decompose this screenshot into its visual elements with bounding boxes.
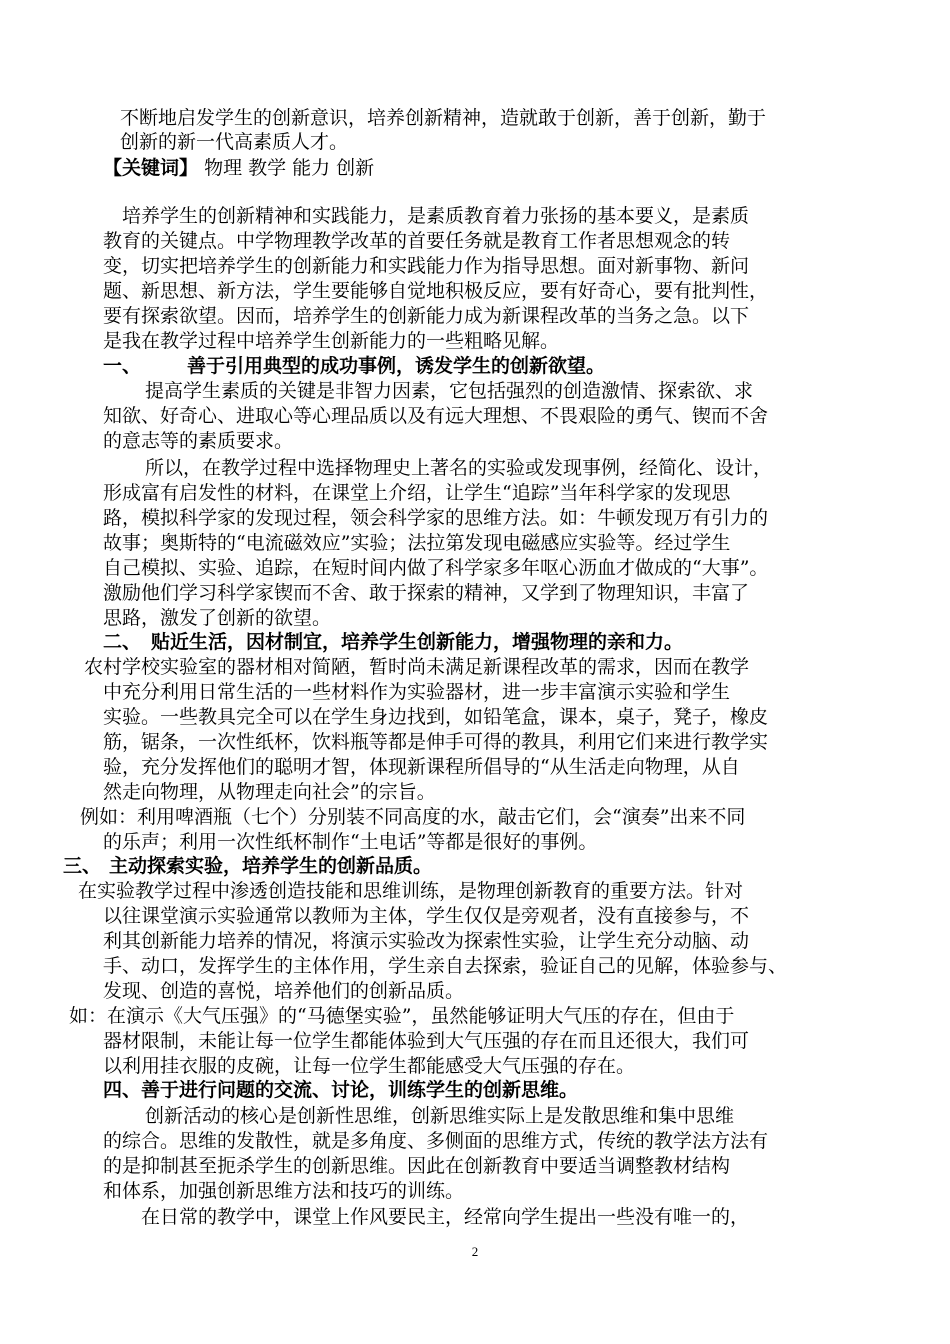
intro-line: 培养学生的创新精神和实践能力，是素质教育着力张扬的基本要义，是素质: [122, 205, 750, 227]
paragraph-line: 器材限制，未能让每一位学生都能体验到大气压强的存在而且还很大，我们可: [103, 1030, 750, 1052]
paragraph-line: 以往课堂演示实验通常以教师为主体，学生仅仅是旁观者，没有直接参与，不: [103, 905, 750, 927]
paragraph-line: 路，模拟科学家的发现过程，领会科学家的思维方法。如：牛顿发现万有引力的: [103, 507, 769, 529]
paragraph-line: 提高学生素质的关键是非智力因素，它包括强烈的创造激情、探索欲、求: [145, 380, 754, 402]
paragraph-line: 所以，在教学过程中选择物理史上著名的实验或发现事例，经简化、设计，: [145, 457, 773, 479]
intro-line: 变，切实把培养学生的创新能力和实践能力作为指导思想。面对新事物、新问: [103, 255, 750, 277]
paragraph-line: 筋，锯条，一次性纸杯，饮料瓶等都是伸手可得的教具，利用它们来进行教学实: [103, 731, 769, 753]
paragraph-line: 故事；奥斯特的“电流磁效应”实验；法拉第发现电磁感应实验等。经过学生: [103, 532, 731, 554]
paragraph-line: 实验。一些教具完全可以在学生身边找到，如铅笔盒，课本，桌子，凳子，橡皮: [103, 706, 769, 728]
intro-line: 教育的关键点。中学物理教学改革的首要任务就是教育工作者思想观念的转: [103, 230, 731, 252]
intro-line: 是我在教学过程中培养学生创新能力的一些粗略见解。: [103, 330, 560, 352]
abstract-line: 创新的新一代高素质人才。: [120, 131, 349, 153]
section-title: 善于引用典型的成功事例，诱发学生的创新欲望。: [187, 355, 606, 377]
paragraph-line: 形成富有启发性的材料，在课堂上介绍，让学生“追踪”当年科学家的发现思: [103, 482, 731, 504]
paragraph-line: 的意志等的素质要求。: [103, 430, 294, 452]
section-number: 二、: [103, 631, 142, 653]
paragraph-line: 验，充分发挥他们的聪明才智，体现新课程所倡导的“从生活走向物理，从自: [103, 756, 740, 778]
abstract-line: 不断地启发学生的创新意识，培养创新精神，造就敢于创新，善于创新，勤于: [120, 107, 767, 129]
paragraph-line: 的综合。思维的发散性，就是多角度、多侧面的思维方式，传统的教学法方法有: [103, 1130, 769, 1152]
section-title: 主动探索实验，培养学生的创新品质。: [109, 855, 433, 877]
paragraph-line: 和体系，加强创新思维方法和技巧的训练。: [103, 1180, 465, 1202]
keywords-terms: 物理 教学 能力 创新: [204, 157, 375, 179]
section-number: 一、: [103, 355, 142, 377]
intro-line: 要有探索欲望。因而，培养学生的创新能力成为新课程改革的当务之急。以下: [103, 305, 750, 327]
paragraph-line: 在实验教学过程中渗透创造技能和思维训练，是物理创新教育的重要方法。针对: [78, 880, 744, 902]
paragraph-line: 农村学校实验室的器材相对简陋，暂时尚未满足新课程改革的需求，因而在教学: [84, 656, 750, 678]
paragraph-line: 自己模拟、实验、追踪，在短时间内做了科学家多年呕心沥血才做成的“大事”。: [103, 557, 769, 579]
keywords-label: 【关键词】: [103, 157, 199, 179]
section-heading-4: 四、善于进行问题的交流、讨论，训练学生的创新思维。: [103, 1079, 579, 1101]
keywords-line: [103, 156, 374, 180]
paragraph-line: 激励他们学习科学家锲而不舍、敢于探索的精神，又学到了物理知识，丰富了: [103, 582, 750, 604]
section-number: 三、: [63, 855, 102, 877]
page-number: 2: [471, 1244, 479, 1259]
paragraph-line: 的是抑制甚至扼杀学生的创新思维。因此在创新教育中要适当调整教材结构: [103, 1155, 731, 1177]
paragraph-line: 知欲、好奇心、进取心等心理品质以及有远大理想、不畏艰险的勇气、锲而不舍: [103, 405, 769, 427]
paragraph-line: 手、动口，发挥学生的主体作用，学生亲自去探索，验证自己的见解，体验参与、: [103, 955, 788, 977]
paragraph-line: 以利用挂衣服的皮碗，让每一位学生都能感受大气压强的存在。: [103, 1055, 636, 1077]
paragraph-line: 思路，激发了创新的欲望。: [103, 607, 332, 629]
section-heading-2: [103, 630, 683, 654]
paragraph-line: 如：在演示《大气压强》的“马德堡实验”，虽然能够证明大气压的存在，但由于: [69, 1005, 735, 1027]
intro-line: 题、新思想、新方法，学生要能够自觉地积极反应，要有好奇心，要有批判性，: [103, 280, 769, 302]
section-title: 贴近生活，因材制宜，培养学生创新能力，增强物理的亲和力。: [151, 631, 684, 653]
paragraph-line: 例如：利用啤酒瓶（七个）分别装不同高度的水，敲击它们，会“演奏”出来不同: [80, 806, 746, 828]
paragraph-line: 发现、创造的喜悦，培养他们的创新品质。: [103, 980, 465, 1002]
paragraph-line: 利其创新能力培养的情况，将演示实验改为探索性实验，让学生充分动脑、动: [103, 930, 750, 952]
paragraph-line: 的乐声；利用一次性纸杯制作“土电话”等都是很好的事例。: [103, 831, 598, 853]
section-heading-1: [103, 354, 605, 378]
paragraph-line: 在日常的教学中，课堂上作风要民主，经常向学生提出一些没有唯一的，: [141, 1206, 750, 1228]
section-heading-3: [63, 854, 432, 878]
paragraph-line: 然走向物理，从物理走向社会”的宗旨。: [103, 781, 436, 803]
paragraph-line: 创新活动的核心是创新性思维，创新思维实际上是发散思维和集中思维: [145, 1105, 735, 1127]
paragraph-line: 中充分利用日常生活的一些材料作为实验器材，进一步丰富演示实验和学生: [103, 681, 731, 703]
